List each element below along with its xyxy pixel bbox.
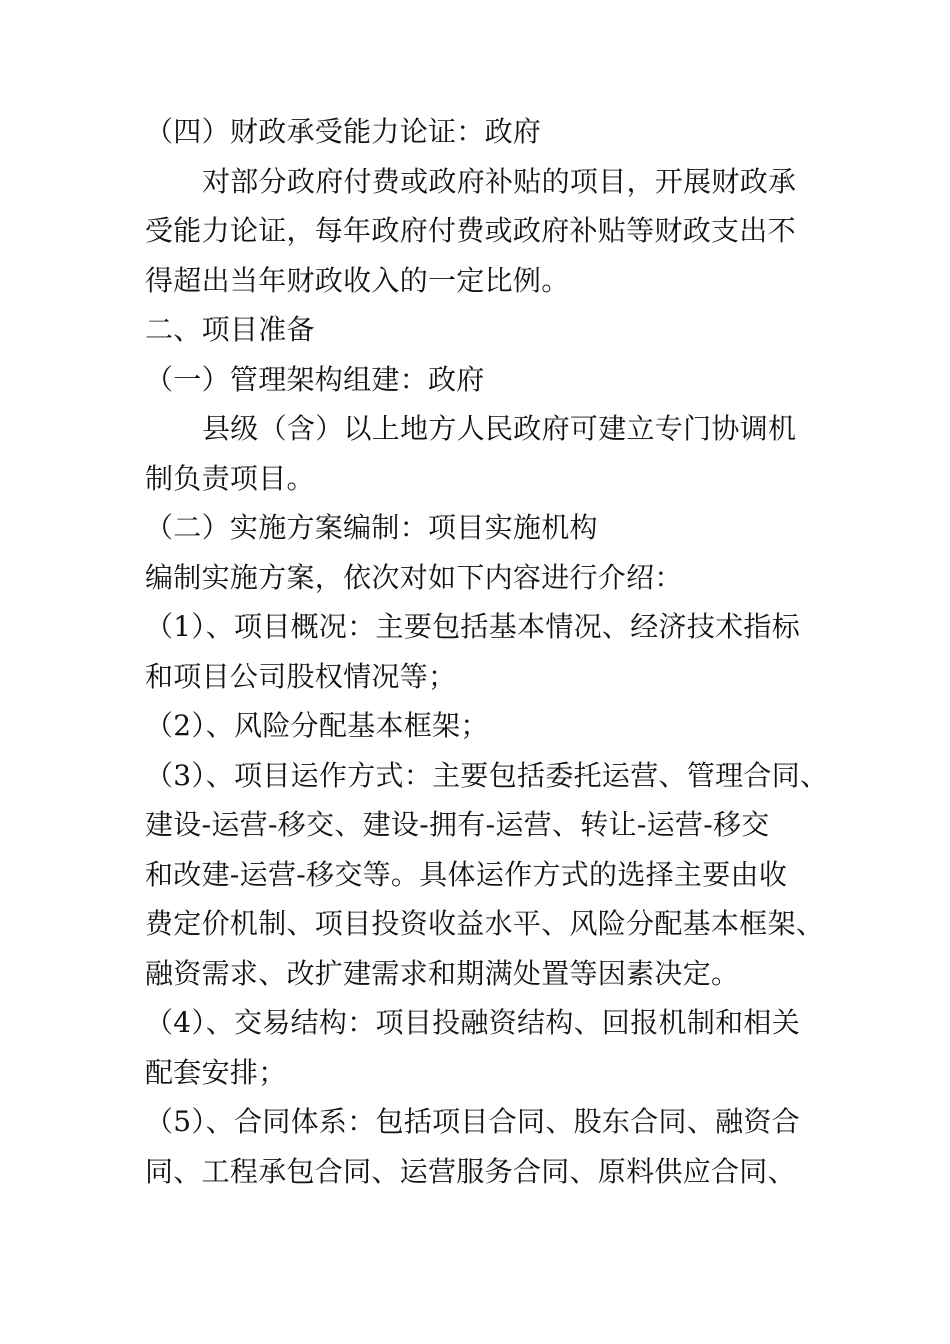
- paragraph-line: 对部分政府付费或政府补贴的项目，开展财政承: [202, 164, 797, 198]
- document-body: [145, 107, 829, 1196]
- heading-management-structure: （一）管理架构组建：政府: [145, 362, 485, 396]
- paragraph-line: 费定价机制、项目投资收益水平、风险分配基本框架、: [145, 907, 825, 940]
- paragraph-line: 融资需求、改扩建需求和期满处置等因素决定。: [145, 956, 740, 990]
- paragraph-line: 制负责项目。: [145, 461, 315, 495]
- paragraph-line: 编制实施方案，依次对如下内容进行介绍：: [145, 560, 683, 594]
- list-item-operation-mode: （3）、项目运作方式：主要包括委托运营、管理合同、: [145, 758, 829, 792]
- paragraph-line: 受能力论证，每年政府付费或政府补贴等财政支出不: [145, 214, 796, 247]
- paragraph-line: 同、工程承包合同、运营服务合同、原料供应合同、: [145, 1154, 796, 1188]
- paragraph-line: 和项目公司股权情况等；: [145, 659, 457, 693]
- paragraph-line: 和改建-运营-移交等。具体运作方式的选择主要由收: [145, 857, 788, 891]
- paragraph-line: 县级（含）以上地方人民政府可建立专门协调机: [202, 412, 797, 445]
- list-item-risk-allocation: （2）、风险分配基本框架；: [145, 709, 489, 742]
- list-item-contract-system: （5）、合同体系：包括项目合同、股东合同、融资合: [145, 1105, 801, 1138]
- paragraph-line: 建设-运营-移交、建设-拥有-运营、转让-运营-移交: [145, 808, 770, 841]
- heading-implementation-plan: （二）实施方案编制：项目实施机构: [145, 511, 598, 544]
- section-heading-project-preparation: 二、项目准备: [145, 313, 315, 346]
- list-item-project-overview: （1）、项目概况：主要包括基本情况、经济技术指标: [145, 610, 801, 643]
- heading-fiscal-capacity: （四）财政承受能力论证：政府: [145, 115, 542, 148]
- paragraph-line: 配套安排；: [145, 1055, 287, 1089]
- list-item-transaction-structure: （4）、交易结构：项目投融资结构、回报机制和相关: [145, 1006, 801, 1039]
- paragraph-line: 得超出当年财政收入的一定比例。: [145, 263, 570, 297]
